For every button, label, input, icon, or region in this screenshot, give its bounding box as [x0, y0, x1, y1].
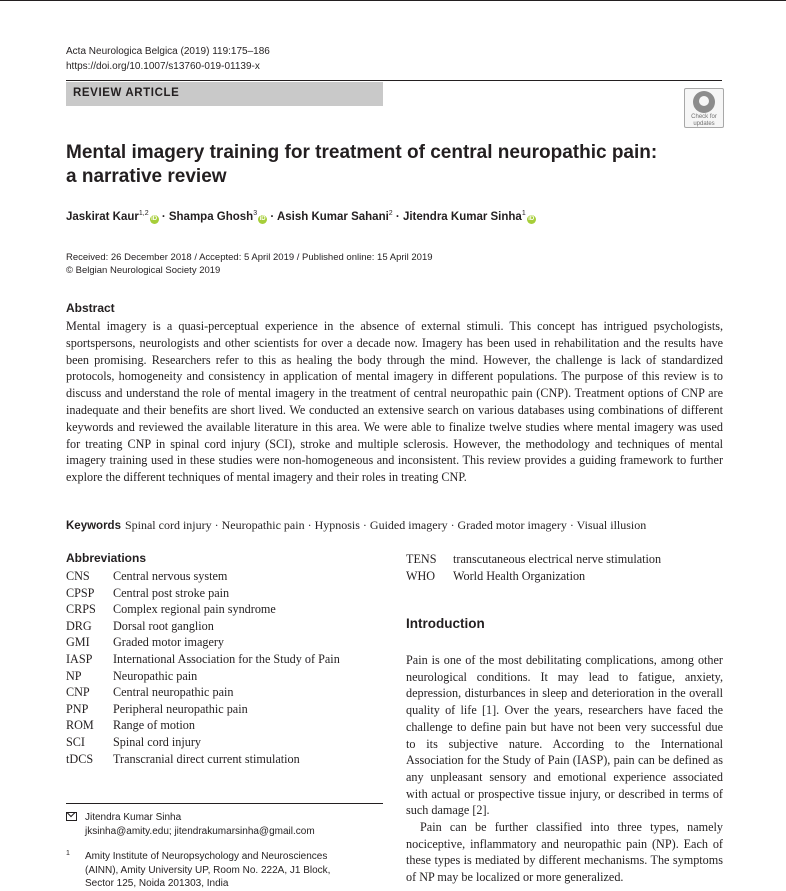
- abbreviation-definition: International Association for the Study of Pain: [113, 651, 340, 666]
- abbreviation-term: WHO: [406, 568, 436, 583]
- check-updates-line1: Check for: [691, 114, 717, 120]
- title-line-1: Mental imagery training for treatment of central neuropathic pain:: [66, 142, 658, 163]
- abbreviation-term: IASP: [66, 651, 93, 666]
- abbreviation-term: tDCS: [66, 751, 94, 766]
- abbreviation-definition: Neuropathic pain: [113, 668, 198, 683]
- top-border-line: [0, 0, 786, 1]
- abbreviation-definition: Central post stroke pain: [113, 585, 230, 600]
- keywords: [66, 518, 646, 533]
- abbreviation-term: CNS: [66, 569, 90, 583]
- envelope-icon: [66, 812, 77, 821]
- abbreviation-definition: Dorsal root ganglion: [113, 618, 214, 633]
- abbreviation-definition: Graded motor imagery: [113, 635, 225, 650]
- keywords-label: Keywords: [66, 520, 121, 532]
- abbreviation-term: TENS: [406, 552, 437, 566]
- author-list: [66, 210, 536, 224]
- crossmark-icon: [693, 91, 715, 113]
- orcid-icon[interactable]: iD: [259, 216, 266, 222]
- check-updates-line2: updates: [693, 121, 715, 127]
- check-for-updates-button[interactable]: [684, 88, 724, 128]
- header-rule: [66, 80, 722, 81]
- abbreviation-term: CPSP: [66, 585, 95, 600]
- affiliation-line: (AINN), Amity University UP, Room No. 222A, J1 Block,: [85, 864, 331, 876]
- article-type-banner: [66, 82, 383, 106]
- author-name[interactable]: Jitendra Kumar Sinha: [402, 211, 522, 223]
- abbreviation-definition: World Health Organization: [453, 568, 586, 583]
- abbreviation-term: NP: [66, 668, 82, 683]
- article-type-label: REVIEW ARTICLE: [73, 87, 180, 99]
- abbreviation-term: CNP: [66, 685, 90, 700]
- corresponding-name: Jitendra Kumar Sinha: [85, 812, 182, 823]
- publication-history: [66, 251, 433, 277]
- author-affiliation: 1: [521, 210, 526, 217]
- affiliation-line: Amity Institute of Neuropsychology and Neurosciences: [85, 851, 328, 862]
- author-separator: ·: [395, 211, 400, 223]
- abbreviation-definition: Complex regional pain syndrome: [113, 602, 276, 617]
- author-affiliation: 3: [253, 210, 258, 217]
- journal-citation: Acta Neurologica Belgica (2019) 119:175–186: [66, 46, 270, 57]
- abbreviation-term: PNP: [66, 701, 89, 716]
- article-title: [66, 141, 706, 189]
- author-name[interactable]: Jaskirat Kaur: [66, 211, 139, 223]
- abbreviation-definition: Peripheral neuropathic pain: [113, 701, 248, 716]
- abstract-text: Mental imagery is a quasi-perceptual experience in the absence of external stimuli. This concept has intrigued psychologists, sportspersons, neurologists and other scientists for over a decade now. Imagery has been used in rehabilitation and the results have been promising. Researchers refer to this as healing the body through the mind. However, the challenge is lack of standardized protocols, homogeneity and consistency in application of mental imagery in different populations. The purpose of this review is to discuss and understand the role of mental imagery in the treatment of central neuropathic pain (CNP). Treatment options of CNP are inadequate and their benefits are short lived. We conducted an extensive search on various databases using combinations of different keywords and reviewed the available literature in this area. We were able to finalize twelve studies where mental imagery was used for treating CNP in spinal cord injury (SCI), stroke and multiple sclerosis. However, the methodology and techniques of mental imagery training used in these studies were non-homogeneous and inconsistent. This review provides a guiding framework to further explore the different techniques of mental imagery and their roles in treating CNP.: [66, 319, 723, 485]
- author-separator: ·: [161, 211, 166, 223]
- abbreviation-term: ROM: [66, 718, 94, 733]
- abbreviation-definition: Range of motion: [113, 718, 195, 733]
- copyright-line: © Belgian Neurological Society 2019: [66, 265, 221, 276]
- corresponding-emails[interactable]: jksinha@amity.edu; jitendrakumarsinha@gmail.com: [85, 825, 315, 837]
- orcid-icon[interactable]: iD: [528, 216, 535, 222]
- abbreviation-definition: Transcranial direct current stimulation: [113, 751, 300, 766]
- introduction-heading: Introduction: [406, 616, 485, 631]
- footnote-rule: [66, 803, 383, 804]
- abbreviation-definition: Spinal cord injury: [113, 734, 202, 749]
- doi-link[interactable]: https://doi.org/10.1007/s13760-019-01139-x: [66, 61, 260, 72]
- author-name[interactable]: Shampa Ghosh: [168, 211, 254, 223]
- keywords-text: Spinal cord injury · Neuropathic pain · Hypnosis · Guided imagery · Graded motor imagery · Visual illusion: [124, 518, 647, 532]
- dates-line: Received: 26 December 2018 / Accepted: 5 April 2019 / Published online: 15 April 2019: [66, 252, 433, 263]
- abbreviations-heading: Abbreviations: [66, 551, 147, 565]
- abbreviation-term: GMI: [66, 635, 90, 650]
- title-line-2: a narrative review: [66, 166, 227, 187]
- orcid-icon[interactable]: iD: [151, 216, 158, 222]
- abbreviation-definition: Central nervous system: [113, 569, 228, 583]
- affiliation-line: Sector 125, Noida 201303, India: [85, 878, 229, 889]
- abbreviation-term: SCI: [66, 734, 85, 749]
- author-name[interactable]: Asish Kumar Sahani: [276, 211, 389, 223]
- author-affiliation: 2: [388, 210, 393, 217]
- intro-paragraph-1: Pain is one of the most debilitating complications, among other neurological conditions. It may lead to fatigue, anxiety, depression, disturbances in sleep and deterioration in the overall quality of life [1]. Over the years, researchers have faced the challenge to define pain but have not been very successful due to its subjective nature. According to the International Association for the Study of Pain (IASP), pain can be defined as any unpleasant sensory and emotional experience associated with actual or prospective tissue injury, or described in terms of such damage [2].: [406, 653, 723, 818]
- abstract-heading: Abstract: [66, 301, 115, 315]
- author-separator: ·: [270, 211, 275, 223]
- affiliation-number: 1: [66, 850, 70, 857]
- journal-header: [66, 44, 270, 74]
- intro-paragraph-2: Pain can be further classified into three types, namely nociceptive, inflammatory and neuropathic pain (NP). Each of these types is mediated by different mechanisms. The symptoms of NP may be localized or more generalized.: [406, 820, 723, 885]
- author-affiliation: 1,2: [138, 210, 149, 217]
- abbreviation-term: DRG: [66, 618, 92, 633]
- abbreviation-definition: transcutaneous electrical nerve stimulation: [453, 552, 662, 566]
- abbreviation-term: CRPS: [66, 602, 96, 617]
- introduction-body: [406, 652, 723, 886]
- abbreviation-definition: Central neuropathic pain: [113, 685, 234, 700]
